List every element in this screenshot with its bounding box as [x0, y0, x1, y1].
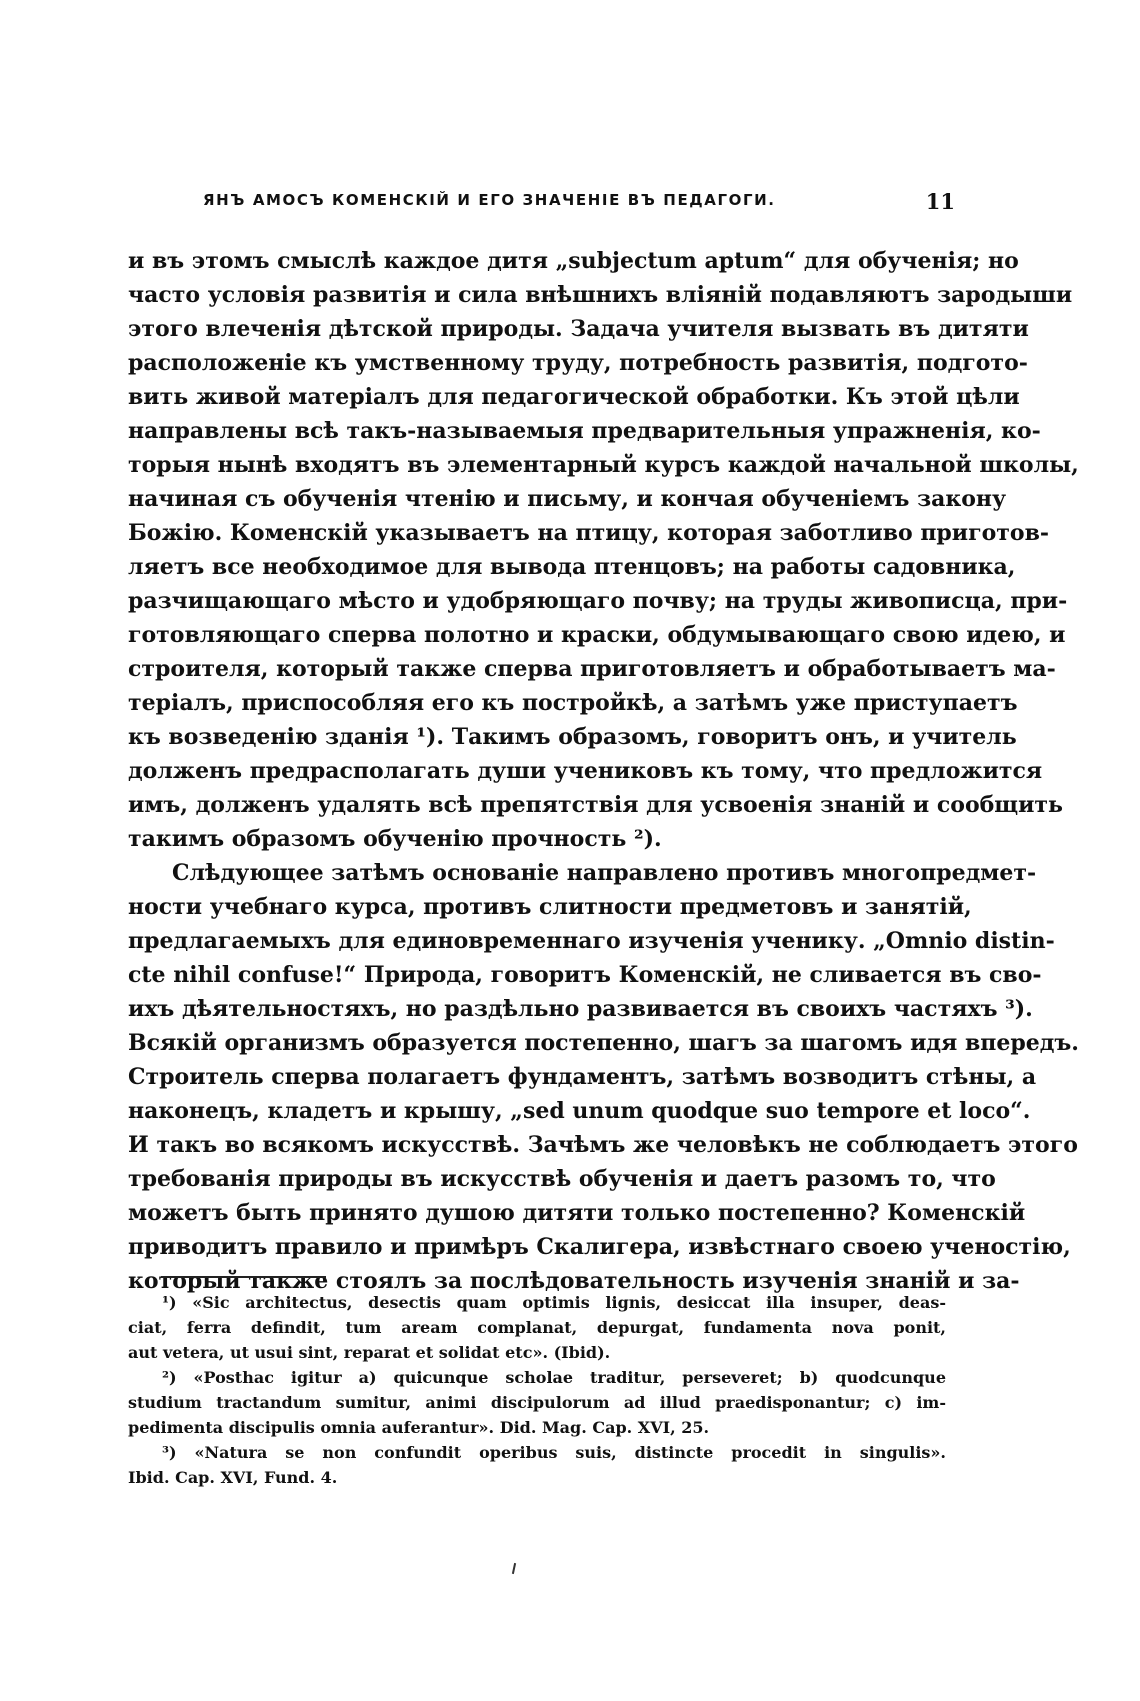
footnotes [128, 1290, 946, 1490]
text-line: Строитель сперва полагаетъ фундаментъ, затѣмъ возводитъ стѣны, а [128, 1064, 1037, 1090]
text-line: Божію. Коменскій указываетъ на птицу, которая заботливо приготов- [128, 520, 1050, 546]
text-line: разчищающаго мѣсто и удобряющаго почву; на труды живописца, при- [128, 588, 1068, 614]
text-line: приводитъ правило и примѣръ Скалигера, извѣстнаго своею ученостію, [128, 1234, 1071, 1260]
text-line: теріалъ, приспособляя его къ постройкѣ, а затѣмъ уже приступаетъ [128, 690, 1018, 716]
text-line: можетъ быть принято душою дитяти только постепенно? Коменскій [128, 1200, 1026, 1226]
running-title: ЯНЪ АМОСЪ КОМЕНСКІЙ И ЕГО ЗНАЧЕНІЕ ВЪ ПЕДАГОГИ. [203, 191, 776, 209]
text-line: расположеніе къ умственному труду, потребность развитія, подгото- [128, 350, 1028, 376]
text-line: Слѣдующее затѣмъ основаніе направлено противъ многопредмет- [172, 860, 1037, 886]
text-line: направлены всѣ такъ-называемыя предварительныя упражненія, ко- [128, 418, 1041, 444]
paragraph-1 [128, 244, 1079, 856]
footnote-line: Ibid. Cap. XVI, Fund. 4. [128, 1468, 338, 1487]
text-line: предлагаемыхъ для единовременнаго изученія ученику. „Omnio distin- [128, 928, 1055, 954]
text-line: этого влеченія дѣтской природы. Задача учителя вызвать въ дитяти [128, 316, 1029, 342]
text-line: ляетъ все необходимое для вывода птенцовъ; на работы садовника, [128, 554, 1016, 580]
footnote-2 [128, 1365, 946, 1440]
text-line: и въ этомъ смыслѣ каждое дитя „subjectum aptum“ для обученія; но [128, 248, 1019, 274]
page-number: 11 [925, 189, 955, 214]
text-line: имъ, долженъ удалять всѣ препятствія для усвоенія знаній и сообщить [128, 792, 1063, 818]
text-line: строителя, который также сперва приготовляетъ и обработываетъ ма- [128, 656, 1056, 682]
text-line: ности учебнаго курса, противъ слитности предметовъ и занятій, [128, 894, 972, 920]
text-line: который также стоялъ за послѣдовательность изученія знаній и за- [128, 1268, 1020, 1294]
footnote-1 [128, 1290, 946, 1365]
footnote-line: pedimenta discipulis omnia auferantur». Did. Mag. Cap. XVI, 25. [128, 1418, 710, 1437]
footnote-line: ciat, ferra defindit, tum aream complanat, depurgat, fundamenta nova ponit, [128, 1318, 946, 1337]
text-line: ихъ дѣятельностяхъ, но раздѣльно развивается въ своихъ частяхъ ³). [128, 996, 1033, 1022]
footnote-line: studium tractandum sumitur, animi discipulorum ad illud praedisponantur; c) im- [128, 1393, 946, 1412]
footnote-line: ²) «Posthac igitur a) quicunque scholae traditur, perseveret; b) quodcunque [162, 1368, 946, 1387]
main-text [128, 244, 1079, 1298]
text-line: торыя нынѣ входятъ въ элементарный курсъ каждой начальной школы, [128, 452, 1079, 478]
text-line: наконецъ, кладетъ и крышу, „sed unum quodque suo tempore et loco“. [128, 1098, 1031, 1124]
text-line: cte nihil confuse!“ Природа, говоритъ Коменскій, не сливается въ сво- [128, 962, 1042, 988]
text-line: долженъ предрасполагать души учениковъ къ тому, что предложится [128, 758, 1043, 784]
text-line: требованія природы въ искусствѣ обученія и даетъ разомъ то, что [128, 1166, 996, 1192]
text-line: Всякій организмъ образуется постепенно, шагъ за шагомъ идя впередъ. [128, 1030, 1079, 1056]
text-line: готовляющаго сперва полотно и краски, обдумывающаго свою идею, и [128, 622, 1066, 648]
footnote-line: ¹) «Sic architectus, desectis quam optimis lignis, desiccat illa insuper, deas- [162, 1293, 946, 1312]
text-line: къ возведенію зданія ¹). Такимъ образомъ, говоритъ онъ, и учитель [128, 724, 1017, 750]
ink-mark [512, 1563, 516, 1574]
text-line: начиная съ обученія чтенію и письму, и кончая обученіемъ закону [128, 486, 1007, 512]
footnote-3 [128, 1440, 946, 1490]
running-header [203, 191, 955, 217]
text-line: И такъ во всякомъ искусствѣ. Зачѣмъ же человѣкъ не соблюдаетъ этого [128, 1132, 1078, 1158]
text-line: часто условія развитія и сила внѣшнихъ вліяній подавляютъ зародыши [128, 282, 1073, 308]
footnote-separator [161, 1276, 326, 1278]
paragraph-2 [128, 856, 1079, 1298]
text-line: такимъ образомъ обученію прочность ²). [128, 826, 662, 852]
text-line: вить живой матеріалъ для педагогической обработки. Къ этой цѣли [128, 384, 1020, 410]
footnote-line: aut vetera, ut usui sint, reparat et solidat etc». (Ibid). [128, 1343, 611, 1362]
footnote-line: ³) «Natura se non confundit operibus suis, distincte procedit in singulis». [162, 1443, 946, 1462]
